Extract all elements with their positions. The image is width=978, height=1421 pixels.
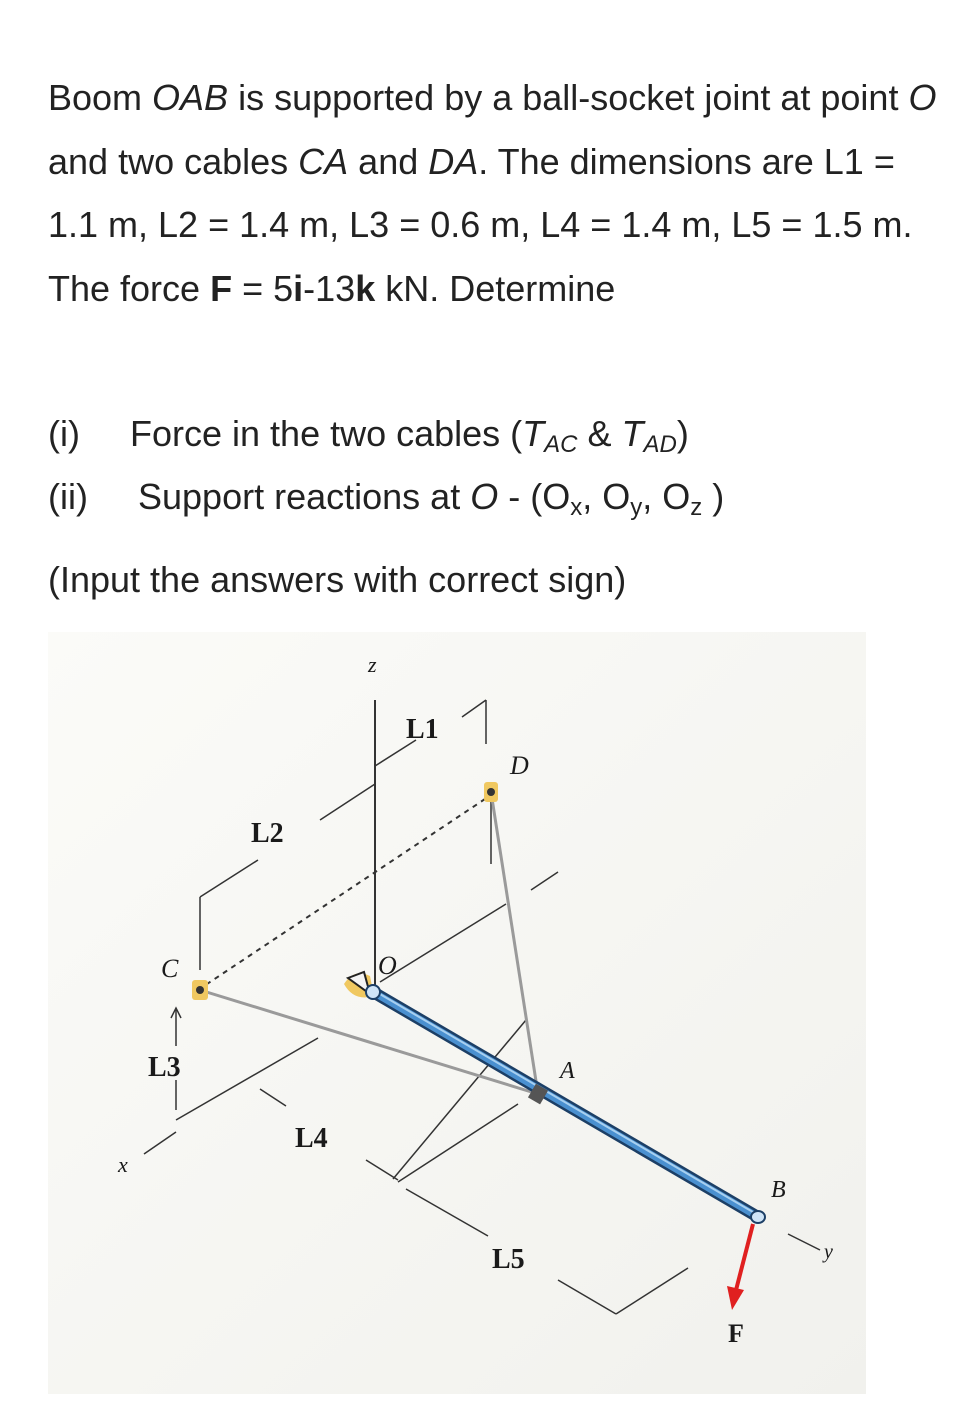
label-c: C: [161, 954, 179, 983]
label-f: F: [728, 1319, 744, 1348]
label-l4: L4: [295, 1123, 328, 1154]
unit-vector-k: k: [355, 267, 376, 309]
anchor-c: [196, 986, 204, 994]
reaction-subscript: x: [570, 494, 583, 521]
tension-subscript: AD: [643, 431, 677, 458]
problem-text: and two cables: [48, 140, 299, 182]
question-item-1: [48, 402, 724, 465]
problem-text: is supported by a ball-socket joint at point: [228, 77, 909, 118]
point-o: O: [470, 476, 499, 517]
problem-text: -13: [303, 267, 356, 309]
question-text: - (O: [498, 476, 571, 517]
question-number: (ii): [48, 476, 88, 517]
boom-name: OAB: [152, 77, 229, 118]
label-l3: L3: [148, 1052, 181, 1083]
anchor-d: [487, 788, 495, 796]
question-text: Support reactions at: [138, 476, 471, 517]
answer-instruction: (Input the answers with correct sign): [48, 559, 627, 600]
problem-text: kN. Determine: [375, 267, 616, 309]
joint-o: [366, 985, 380, 999]
label-a: A: [560, 1058, 575, 1084]
tension-subscript: AC: [544, 431, 578, 458]
point-o: O: [908, 77, 937, 118]
question-text: , O: [582, 476, 631, 517]
force-symbol: F: [210, 267, 233, 309]
label-l1: L1: [406, 714, 439, 745]
label-x: x: [118, 1152, 128, 1177]
tension-symbol: T: [621, 413, 644, 454]
problem-text: Boom: [48, 77, 153, 118]
end-b: [751, 1211, 765, 1223]
label-o: O: [378, 951, 397, 980]
question-item-2: [48, 465, 724, 528]
question-list: [48, 402, 724, 528]
cable-da: DA: [428, 140, 479, 182]
question-text: Force in the two cables (: [130, 413, 523, 454]
problem-statement: [48, 66, 948, 320]
label-y: y: [824, 1241, 833, 1263]
reaction-subscript: y: [630, 494, 643, 521]
problem-text: and: [348, 140, 429, 182]
question-text: , O: [642, 476, 691, 517]
question-number: (i): [48, 413, 80, 454]
label-l5: L5: [492, 1244, 525, 1275]
label-d: D: [510, 751, 529, 780]
question-text: ): [676, 413, 689, 454]
label-l2: L2: [251, 818, 284, 849]
unit-vector-i: i: [293, 267, 304, 309]
tension-symbol: T: [522, 413, 545, 454]
boom-figure: [48, 632, 866, 1394]
problem-text: = 5: [232, 267, 294, 309]
cable-ca: CA: [298, 140, 349, 182]
reaction-subscript: z: [690, 494, 703, 521]
figure-background: [48, 632, 866, 1394]
question-text: ): [702, 476, 725, 517]
problem-dimensions: . The dimensions are L1 = 1.1 m, L2 = 1.4 m, L3 = 0.6 m, L4 = 1.4 m, L5 = 1.5 m. The force: [48, 140, 913, 309]
question-text: &: [577, 413, 622, 454]
label-b: B: [771, 1177, 786, 1203]
label-z: z: [368, 652, 377, 677]
